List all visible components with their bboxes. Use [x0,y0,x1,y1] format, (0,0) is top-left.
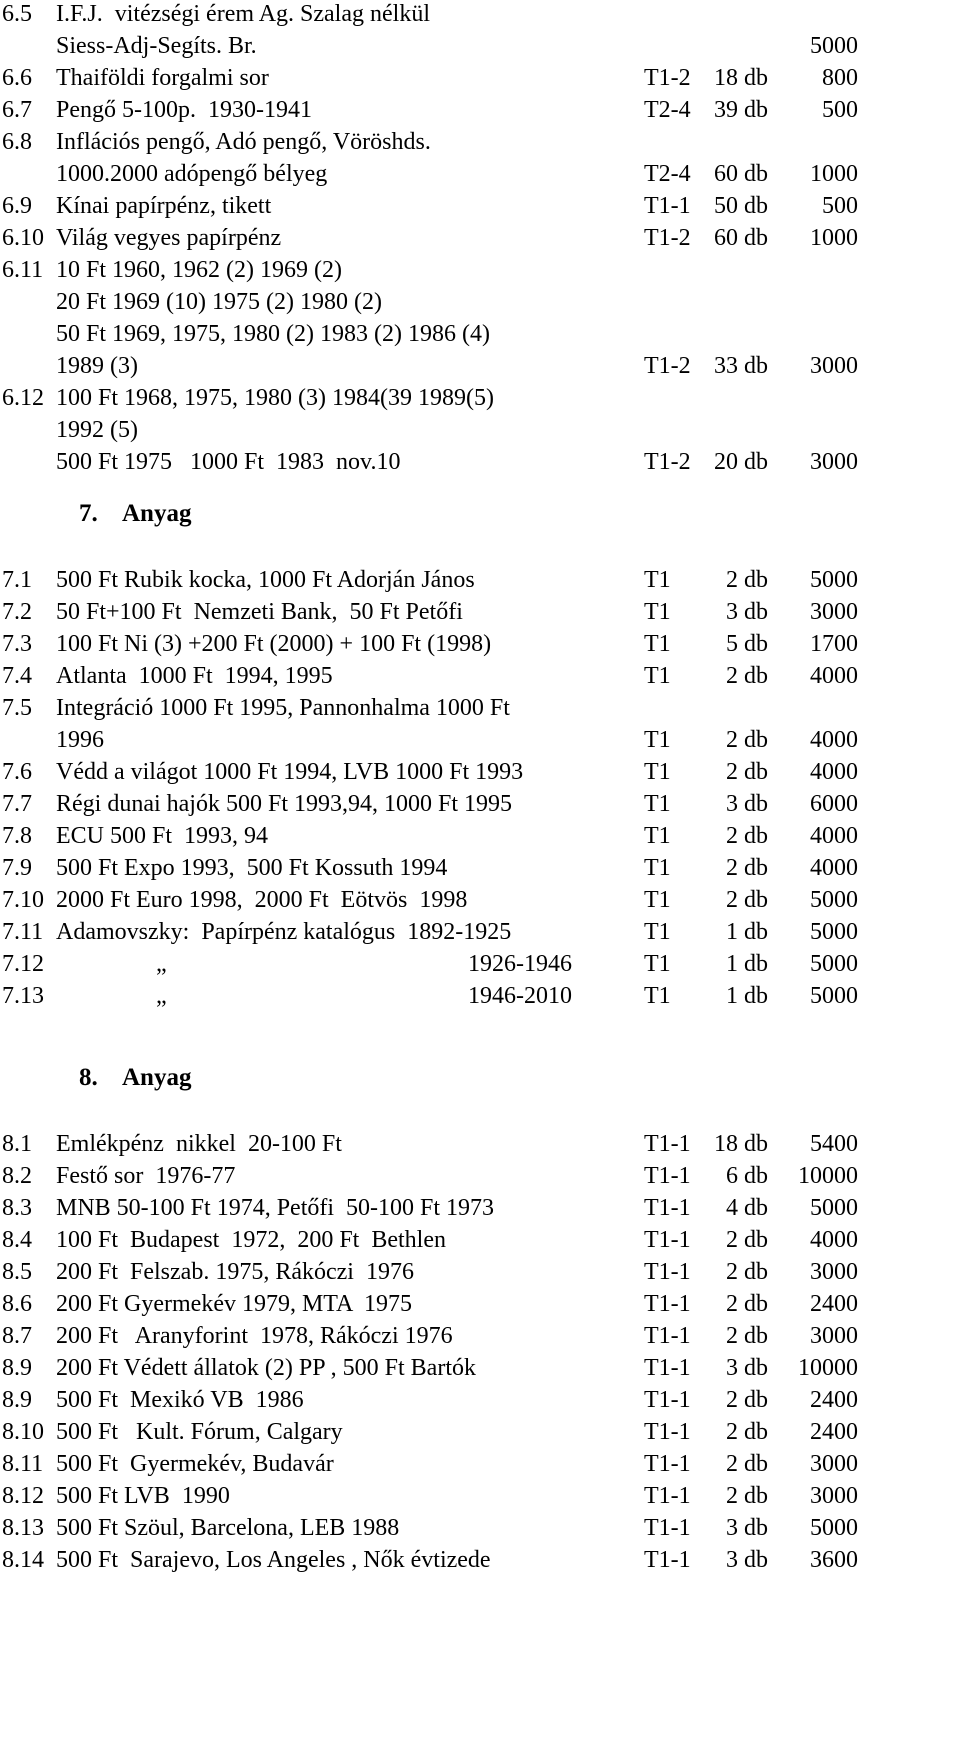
item-quantity: 3 db [726,1355,768,1381]
item-description: Világ vegyes papírpénz [56,225,282,251]
item-grade: T1 [644,631,671,657]
list-item [0,284,960,320]
item-quantity: 39 db [714,97,768,123]
list-item [0,626,960,662]
section-number: 7. [79,500,98,527]
item-price: 5000 [810,33,858,59]
item-number: 6.8 [2,129,32,155]
item-quantity: 20 db [714,449,768,475]
item-price: 2400 [810,1291,858,1317]
item-grade: T1-1 [644,1419,691,1445]
item-description: 100 Ft 1968, 1975, 1980 (3) 1984(39 1989(5) [56,385,494,411]
item-quantity: 3 db [726,1547,768,1573]
item-number: 7.12 [2,951,44,977]
list-item [0,412,960,448]
item-description: 200 Ft Aranyforint 1978, Rákóczi 1976 [56,1323,453,1349]
item-description: 500 Ft Rubik kocka, 1000 Ft Adorján János [56,567,475,593]
item-quantity: 2 db [726,887,768,913]
item-description: ECU 500 Ft 1993, 94 [56,823,269,849]
item-description: MNB 50-100 Ft 1974, Petőfi 50-100 Ft 1973 [56,1195,495,1221]
item-price: 2400 [810,1387,858,1413]
item-price: 500 [822,193,858,219]
item-quantity: 2 db [726,759,768,785]
item-quantity: 6 db [726,1163,768,1189]
item-quantity: 1 db [726,919,768,945]
list-item [0,882,960,918]
item-description: 500 Ft Sarajevo, Los Angeles , Nők évtizede [56,1547,491,1573]
item-description: Védd a világot 1000 Ft 1994, LVB 1000 Ft 1993 [56,759,524,785]
item-description: 2000 Ft Euro 1998, 2000 Ft Eötvös 1998 [56,887,468,913]
item-quantity: 4 db [726,1195,768,1221]
item-description: 50 Ft+100 Ft Nemzeti Bank, 50 Ft Petőfi [56,599,463,625]
list-item [0,1286,960,1322]
item-number: 7.5 [2,695,32,721]
item-number: 8.5 [2,1259,32,1285]
list-item [0,594,960,630]
item-description: 1992 (5) [56,417,138,443]
list-item [0,1254,960,1290]
item-grade: T1 [644,855,671,881]
item-description: 200 Ft Gyermekév 1979, MTA 1975 [56,1291,413,1317]
item-number: 8.2 [2,1163,32,1189]
item-number: 7.13 [2,983,44,1009]
item-quantity: 3 db [726,1515,768,1541]
item-price: 1700 [810,631,858,657]
item-description: 50 Ft 1969, 1975, 1980 (2) 1983 (2) 1986 (4) [56,321,490,347]
item-description: 1996 [56,727,104,753]
item-price: 1000 [810,161,858,187]
section-number: 8. [79,1064,98,1091]
item-price: 3600 [810,1547,858,1573]
item-grade: T1 [644,791,671,817]
item-description: 100 Ft Ni (3) +200 Ft (2000) + 100 Ft (1998) [56,631,492,657]
list-item [0,850,960,886]
ditto-mark: „ [156,983,167,1009]
item-number: 7.10 [2,887,44,913]
item-price: 3000 [810,1451,858,1477]
item-price: 3000 [810,1259,858,1285]
item-description: Thaiföldi forgalmi sor [56,65,269,91]
item-grade: T1 [644,567,671,593]
item-number: 7.6 [2,759,32,785]
item-price: 10000 [798,1163,858,1189]
item-number: 8.4 [2,1227,32,1253]
item-grade: T1 [644,823,671,849]
item-description: Atlanta 1000 Ft 1994, 1995 [56,663,333,689]
item-price: 5000 [810,567,858,593]
ditto-mark: „ [156,951,167,977]
list-item [0,1510,960,1546]
item-price: 500 [822,97,858,123]
item-number: 8.6 [2,1291,32,1317]
item-quantity: 3 db [726,599,768,625]
list-item [0,1158,960,1194]
list-item [0,124,960,160]
item-description: 10 Ft 1960, 1962 (2) 1969 (2) [56,257,342,283]
item-description: Régi dunai hajók 500 Ft 1993,94, 1000 Ft 1995 [56,791,512,817]
list-item [0,1382,960,1418]
list-item [0,156,960,192]
list-item [0,914,960,950]
item-description: 1989 (3) [56,353,138,379]
item-description: 1000.2000 adópengő bélyeg [56,161,328,187]
item-number: 8.7 [2,1323,32,1349]
item-price: 5400 [810,1131,858,1157]
item-quantity: 2 db [726,823,768,849]
section-title: Anyag [122,1064,192,1091]
list-item [0,316,960,352]
item-grade: T1 [644,951,671,977]
item-price: 5000 [810,887,858,913]
list-item [0,220,960,256]
item-description: 500 Ft Szöul, Barcelona, LEB 1988 [56,1515,400,1541]
item-grade: T1-1 [644,1451,691,1477]
item-number: 8.11 [2,1451,44,1477]
item-number: 8.13 [2,1515,44,1541]
list-item [0,1190,960,1226]
item-grade: T1-1 [644,1291,691,1317]
item-description: Inflációs pengő, Adó pengő, Vöröshds. [56,129,431,155]
item-number: 7.2 [2,599,32,625]
item-grade: T1-1 [644,1227,691,1253]
item-grade: T1-1 [644,1195,691,1221]
item-grade: T1-1 [644,1259,691,1285]
item-description: 100 Ft Budapest 1972, 200 Ft Bethlen [56,1227,446,1253]
item-grade: T1-2 [644,225,691,251]
item-number: 6.5 [2,1,32,27]
item-price: 4000 [810,727,858,753]
item-description: Festő sor 1976-77 [56,1163,236,1189]
item-grade: T1-2 [644,353,691,379]
item-number: 7.7 [2,791,32,817]
item-description: 500 Ft Mexikó VB 1986 [56,1387,304,1413]
item-price: 5000 [810,1195,858,1221]
item-number: 8.10 [2,1419,44,1445]
item-grade: T1-1 [644,1323,691,1349]
item-grade: T1 [644,983,671,1009]
item-quantity: 2 db [726,1387,768,1413]
item-grade: T1 [644,919,671,945]
item-quantity: 2 db [726,567,768,593]
item-price: 4000 [810,759,858,785]
item-number: 8.14 [2,1547,44,1573]
item-number: 7.1 [2,567,32,593]
item-grade: T2-4 [644,161,691,187]
item-grade: T1 [644,599,671,625]
item-price: 4000 [810,855,858,881]
item-description: Adamovszky: Papírpénz katalógus 1892-1925 [56,919,512,945]
item-number: 7.3 [2,631,32,657]
list-item [0,754,960,790]
list-item [0,1414,960,1450]
item-quantity: 2 db [726,1419,768,1445]
item-grade: T1 [644,759,671,785]
item-number: 6.7 [2,97,32,123]
item-quantity: 2 db [726,1259,768,1285]
item-grade: T1-1 [644,1547,691,1573]
item-price: 800 [822,65,858,91]
list-item [0,1478,960,1514]
item-grade: T1-1 [644,1131,691,1157]
item-grade: T1-1 [644,1515,691,1541]
item-grade: T1 [644,727,671,753]
item-description: I.F.J. vitézségi érem Ag. Szalag nélkül [56,1,430,27]
list-item [0,1350,960,1386]
item-price: 3000 [810,599,858,625]
item-quantity: 5 db [726,631,768,657]
item-quantity: 60 db [714,225,768,251]
item-description: Integráció 1000 Ft 1995, Pannonhalma 1000 Ft [56,695,510,721]
item-number: 8.9 [2,1355,32,1381]
item-quantity: 2 db [726,1291,768,1317]
item-price: 5000 [810,951,858,977]
list-item [0,60,960,96]
item-description: Kínai papírpénz, tikett [56,193,272,219]
item-description: 500 Ft Gyermekév, Budavár [56,1451,334,1477]
list-item [0,92,960,128]
item-description: 500 Ft Expo 1993, 500 Ft Kossuth 1994 [56,855,448,881]
list-item [0,1222,960,1258]
item-quantity: 18 db [714,1131,768,1157]
item-number: 8.9 [2,1387,32,1413]
item-number: 8.1 [2,1131,32,1157]
item-price: 10000 [798,1355,858,1381]
item-number: 6.9 [2,193,32,219]
item-number: 8.3 [2,1195,32,1221]
item-description: 500 Ft 1975 1000 Ft 1983 nov.10 [56,449,401,475]
item-quantity: 2 db [726,1483,768,1509]
item-number: 8.12 [2,1483,44,1509]
item-grade: T1-1 [644,1163,691,1189]
item-price: 5000 [810,983,858,1009]
list-item [0,188,960,224]
item-description: 500 Ft Kult. Fórum, Calgary [56,1419,343,1445]
item-quantity: 60 db [714,161,768,187]
list-item [0,1318,960,1354]
item-number: 6.6 [2,65,32,91]
item-grade: T1-1 [644,193,691,219]
item-quantity: 2 db [726,1323,768,1349]
item-grade: T1-2 [644,65,691,91]
item-quantity: 2 db [726,1227,768,1253]
item-number: 7.8 [2,823,32,849]
item-quantity: 1 db [726,951,768,977]
item-price: 5000 [810,919,858,945]
item-price: 3000 [810,449,858,475]
item-number: 7.11 [2,919,44,945]
list-item [0,818,960,854]
list-item [0,380,960,416]
item-grade: T1 [644,663,671,689]
item-price: 2400 [810,1419,858,1445]
item-grade: T1-1 [644,1355,691,1381]
item-number: 6.11 [2,257,44,283]
section-heading [0,496,300,532]
list-item [0,1542,960,1578]
item-price: 3000 [810,353,858,379]
item-grade: T2-4 [644,97,691,123]
list-item [0,562,960,598]
item-number: 6.12 [2,385,44,411]
item-price: 1000 [810,225,858,251]
item-quantity: 2 db [726,663,768,689]
item-price: 6000 [810,791,858,817]
item-description: 200 Ft Felszab. 1975, Rákóczi 1976 [56,1259,414,1285]
item-number: 6.10 [2,225,44,251]
item-price: 3000 [810,1323,858,1349]
list-item [0,444,960,480]
section-title: Anyag [122,500,192,527]
list-item [0,722,960,758]
list-item [0,658,960,694]
item-price: 4000 [810,1227,858,1253]
section-heading [0,1060,300,1096]
list-item [0,1126,960,1162]
item-grade: T1-1 [644,1387,691,1413]
list-item [0,348,960,384]
item-quantity: 50 db [714,193,768,219]
item-description: Siess-Adj-Segíts. Br. [56,33,257,59]
item-grade: T1-1 [644,1483,691,1509]
item-price: 5000 [810,1515,858,1541]
item-grade: T1 [644,887,671,913]
item-grade: T1-2 [644,449,691,475]
item-years: 1946-2010 [468,983,572,1009]
item-description: 500 Ft LVB 1990 [56,1483,230,1509]
item-quantity: 2 db [726,1451,768,1477]
item-description: Pengő 5-100p. 1930-1941 [56,97,312,123]
list-item [0,690,960,726]
list-item [0,1446,960,1482]
list-item [0,786,960,822]
item-quantity: 3 db [726,791,768,817]
item-price: 3000 [810,1483,858,1509]
item-quantity: 18 db [714,65,768,91]
item-description: 200 Ft Védett állatok (2) PP , 500 Ft Bartók [56,1355,476,1381]
item-number: 7.4 [2,663,32,689]
list-item [0,978,960,1014]
item-price: 4000 [810,663,858,689]
item-years: 1926-1946 [468,951,572,977]
list-item [0,28,960,64]
list-item [0,252,960,288]
item-quantity: 1 db [726,983,768,1009]
item-price: 4000 [810,823,858,849]
item-quantity: 2 db [726,727,768,753]
list-item [0,946,960,982]
item-number: 7.9 [2,855,32,881]
item-quantity: 33 db [714,353,768,379]
item-quantity: 2 db [726,855,768,881]
item-description: 20 Ft 1969 (10) 1975 (2) 1980 (2) [56,289,382,315]
item-description: Emlékpénz nikkel 20-100 Ft [56,1131,342,1157]
